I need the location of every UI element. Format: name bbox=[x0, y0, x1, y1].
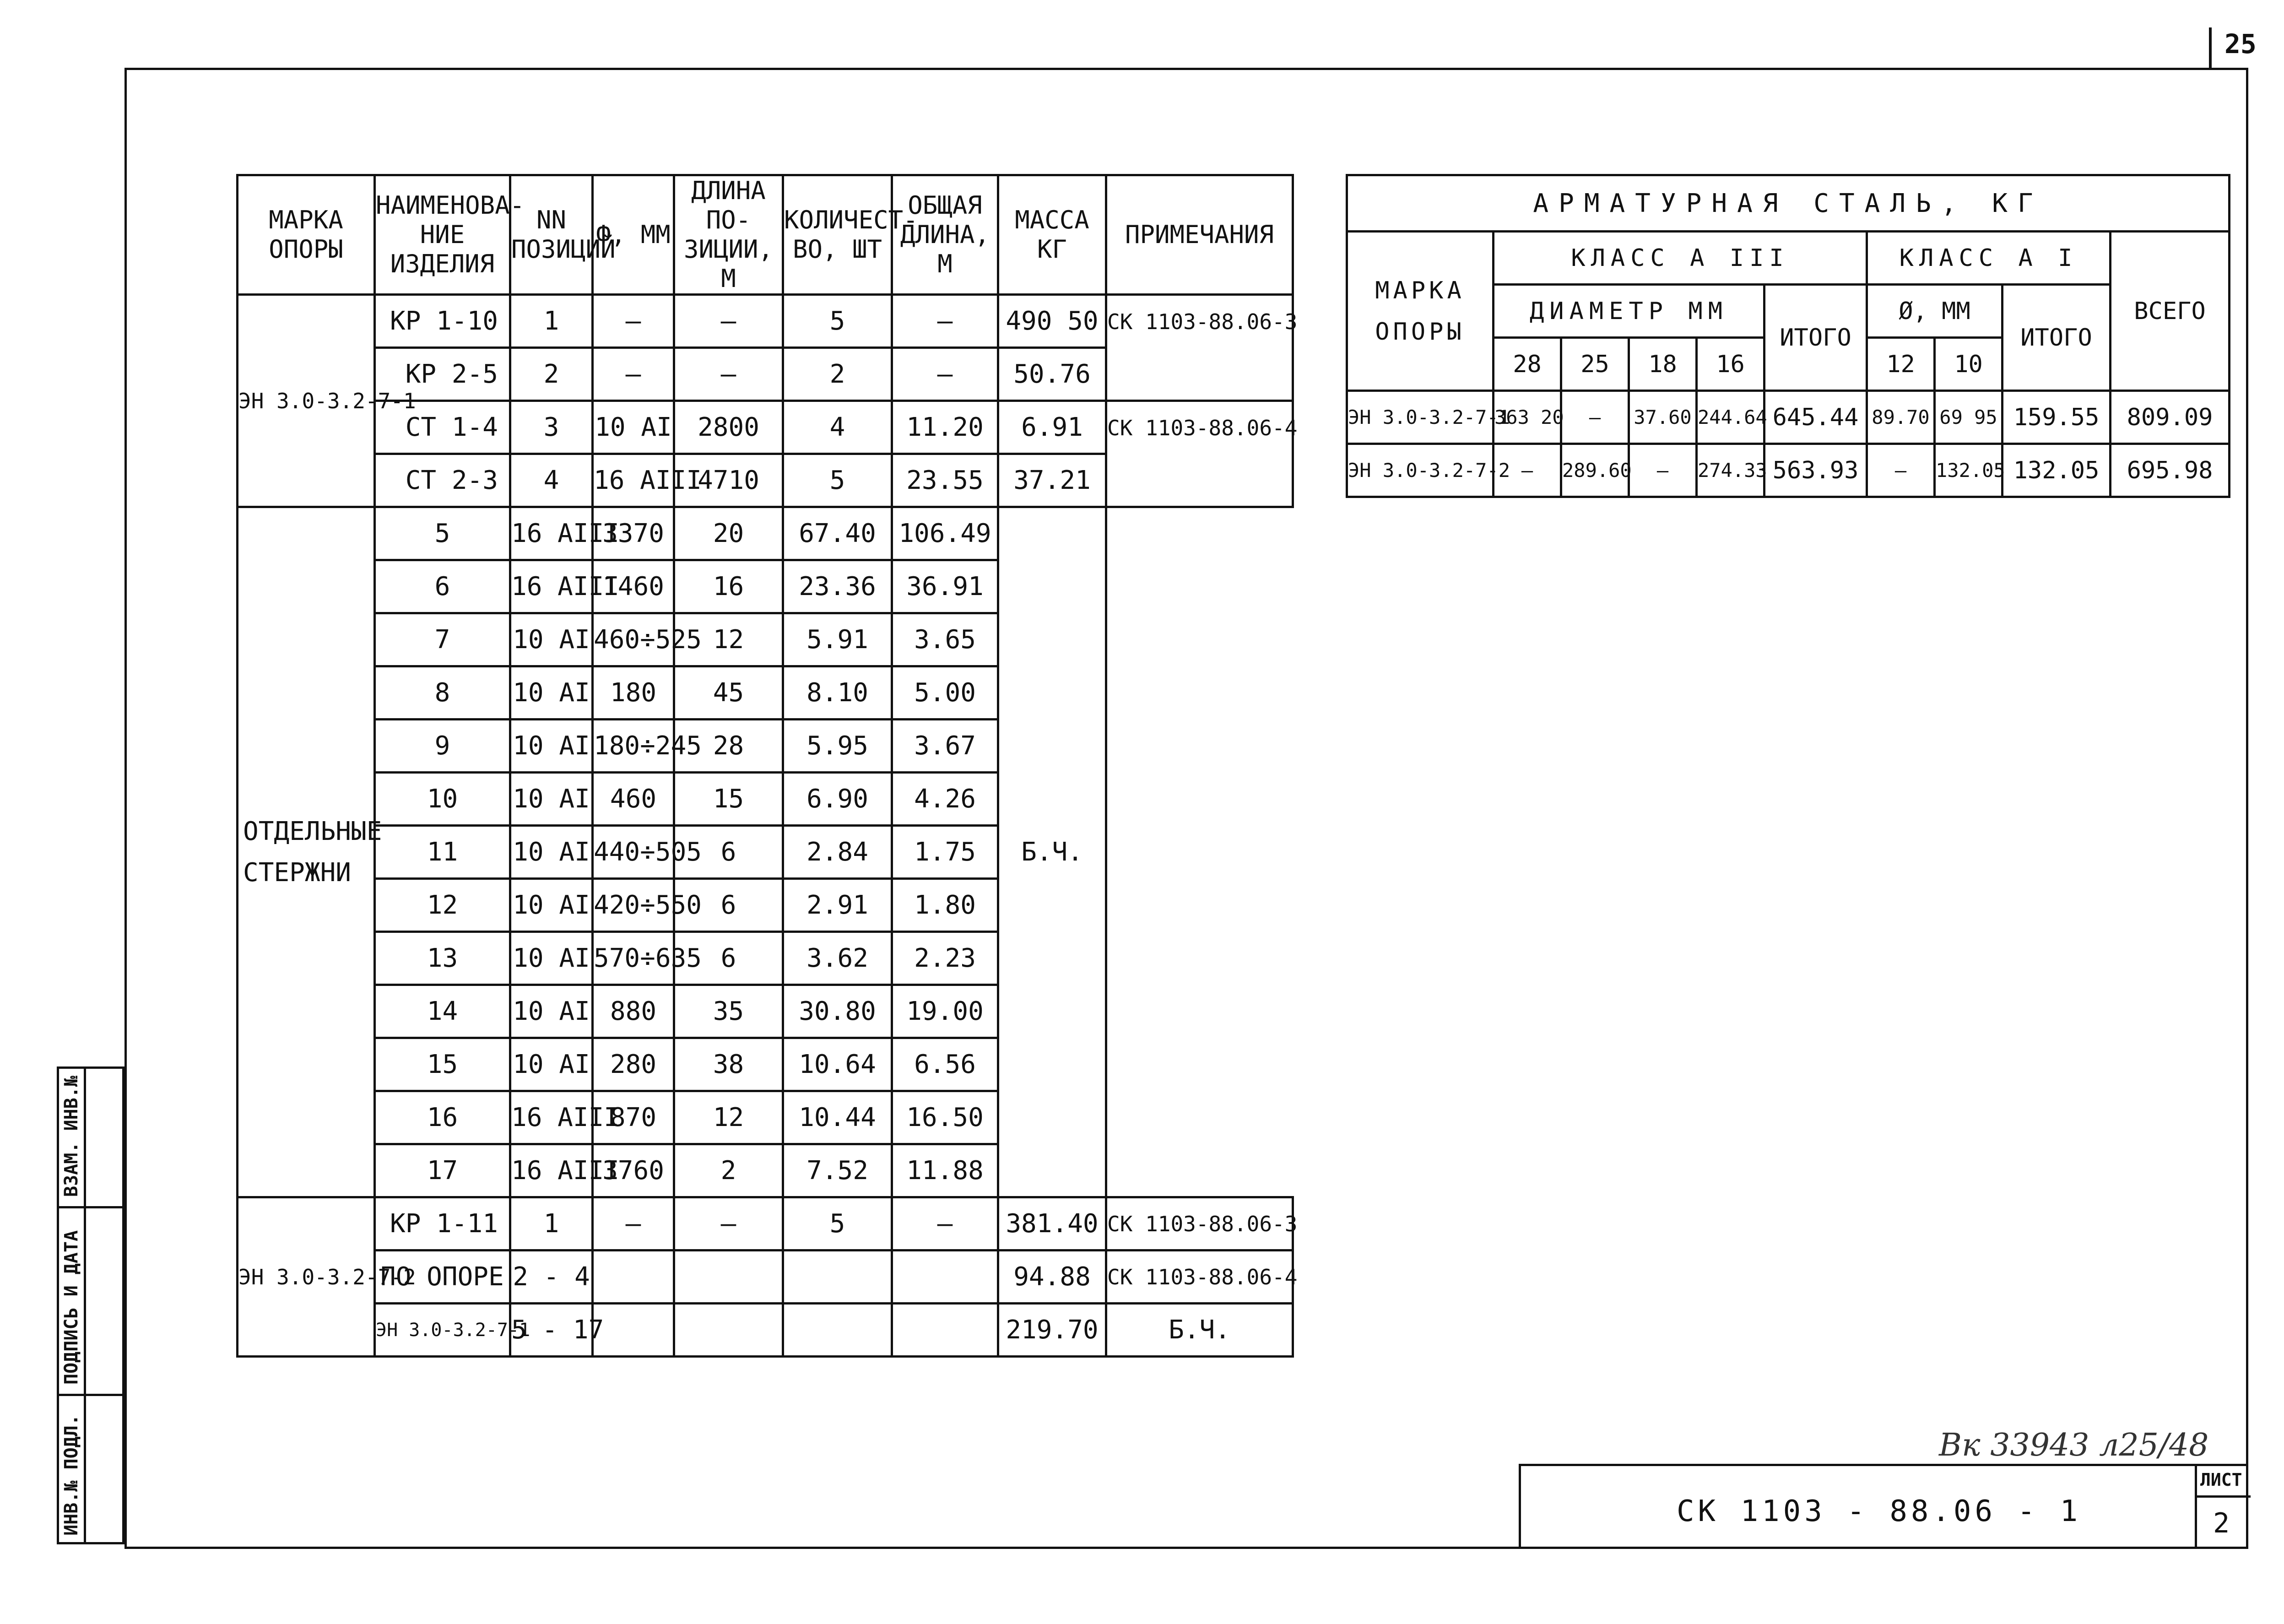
row-total: 30.80 bbox=[783, 985, 892, 1038]
summary-mark: ЭН 3.0-3.2-7-1 bbox=[1347, 391, 1494, 444]
summary-mark-header: МАРКА ОПОРЫ bbox=[1347, 232, 1494, 391]
summary-cell: 274.33 bbox=[1697, 444, 1764, 497]
total-header: ВСЕГО bbox=[2111, 232, 2230, 391]
row-mass: 219.70 bbox=[998, 1304, 1106, 1357]
row-dia: 10 АI bbox=[510, 1038, 593, 1091]
group1-mark: ЭН 3.0-3.2-7-1 bbox=[238, 295, 375, 507]
separate-rods-name: ОТДЕЛЬНЫЕ СТЕРЖНИ bbox=[238, 507, 375, 1197]
row-mass: 36.91 bbox=[892, 560, 998, 613]
title-block bbox=[1519, 1464, 2248, 1549]
row-len: 4710 bbox=[674, 454, 783, 507]
summary-cell: 89.70 bbox=[1867, 391, 1935, 444]
row-pos: 16 bbox=[375, 1091, 510, 1144]
row-total: — bbox=[892, 348, 998, 401]
row-qty: 2 bbox=[674, 1144, 783, 1197]
row-mass: 50.76 bbox=[998, 348, 1106, 401]
row-len: 870 bbox=[593, 1091, 674, 1144]
row-len: 570÷635 bbox=[593, 932, 674, 985]
row-total: 8.10 bbox=[783, 666, 892, 720]
header-pos: NN ПОЗИЦИЙ bbox=[510, 175, 593, 295]
row-mass: 381.40 bbox=[998, 1197, 1106, 1250]
sheet-number: 2 bbox=[2213, 1507, 2230, 1539]
row-qty bbox=[783, 1250, 892, 1304]
row-qty: 5 bbox=[783, 1197, 892, 1250]
row-mass: 1.75 bbox=[892, 826, 998, 879]
steel-summary-table bbox=[1346, 174, 2230, 498]
row-dia: — bbox=[593, 348, 674, 401]
row-pos: 10 bbox=[375, 773, 510, 826]
row-qty: 4 bbox=[783, 401, 892, 454]
row-pos: 13 bbox=[375, 932, 510, 985]
row-qty: 35 bbox=[674, 985, 783, 1038]
row-name: КР 1-11 bbox=[375, 1197, 510, 1250]
row-pos: 3 bbox=[510, 401, 593, 454]
table-row bbox=[238, 507, 1293, 560]
summary-cell: 809.09 bbox=[2111, 391, 2230, 444]
row-mass: 1.80 bbox=[892, 879, 998, 932]
sheet-divider bbox=[2195, 1495, 2251, 1498]
table-row bbox=[238, 613, 1293, 666]
table-row bbox=[238, 932, 1293, 985]
summary-cell: 289.60 bbox=[1561, 444, 1629, 497]
class-a3-header: КЛАСС А III bbox=[1494, 232, 1867, 285]
row-name: ПО ОПОРЕ bbox=[375, 1250, 510, 1304]
row-qty: 45 bbox=[674, 666, 783, 720]
table-row bbox=[238, 1304, 1293, 1357]
row-qty: 12 bbox=[674, 613, 783, 666]
summary-title: АРМАТУРНАЯ СТАЛЬ, КГ bbox=[1347, 175, 2230, 232]
summary-cell: — bbox=[1494, 444, 1561, 497]
row-total: 3.62 bbox=[783, 932, 892, 985]
diam-28: 28 bbox=[1494, 338, 1561, 391]
table-row bbox=[238, 295, 1293, 348]
row-qty: 5 bbox=[783, 295, 892, 348]
table-row bbox=[238, 1250, 1293, 1304]
summary-cell: 132.05 bbox=[1935, 444, 2003, 497]
row-mass: 490 50 bbox=[998, 295, 1106, 348]
header-name: НАИМЕНОВА-НИЕ ИЗДЕЛИЯ bbox=[375, 175, 510, 295]
row-len: 280 bbox=[593, 1038, 674, 1091]
diam-18: 18 bbox=[1629, 338, 1697, 391]
row-mass: 11.88 bbox=[892, 1144, 998, 1197]
row-len: 420÷550 bbox=[593, 879, 674, 932]
document-code: СК 1103 - 88.06 - 1 bbox=[1677, 1494, 2082, 1528]
diam-10: 10 bbox=[1935, 338, 2003, 391]
row-qty: 6 bbox=[674, 826, 783, 879]
table-row bbox=[238, 879, 1293, 932]
summary-cell: 69 95 bbox=[1935, 391, 2003, 444]
row-dia: 10 АI bbox=[510, 932, 593, 985]
row-pos: 12 bbox=[375, 879, 510, 932]
row-dia: 16 АIII bbox=[593, 454, 674, 507]
row-total: 7.52 bbox=[783, 1144, 892, 1197]
summary-cell: 363 20 bbox=[1494, 391, 1561, 444]
table-row bbox=[238, 985, 1293, 1038]
table-row bbox=[238, 1038, 1293, 1091]
row-pos: 2 - 4 bbox=[510, 1250, 593, 1304]
row-pos: 14 bbox=[375, 985, 510, 1038]
row-mass: 94.88 bbox=[998, 1250, 1106, 1304]
summary-cell: 159.55 bbox=[2003, 391, 2111, 444]
summary-cell: 132.05 bbox=[2003, 444, 2111, 497]
summary-row bbox=[1347, 444, 2230, 497]
row-note: СК 1103-88.06-4 bbox=[1106, 1250, 1293, 1304]
summary-cell: — bbox=[1629, 444, 1697, 497]
summary-cell: 244.64 bbox=[1697, 391, 1764, 444]
row-len bbox=[674, 1304, 783, 1357]
row-mass: 19.00 bbox=[892, 985, 998, 1038]
a3-itogo-header: ИТОГО bbox=[1764, 285, 1867, 391]
row-len: 3760 bbox=[593, 1144, 674, 1197]
row-qty: 16 bbox=[674, 560, 783, 613]
row-note: СК 1103-88.06-4 bbox=[1106, 401, 1293, 507]
row-len: 440÷505 bbox=[593, 826, 674, 879]
row-total: 6.90 bbox=[783, 773, 892, 826]
row-qty: 28 bbox=[674, 720, 783, 773]
table-row bbox=[238, 773, 1293, 826]
row-total: 11.20 bbox=[892, 401, 998, 454]
header-total: ОБЩАЯ ДЛИНА, М bbox=[892, 175, 998, 295]
row-name: КР 2-5 bbox=[375, 348, 510, 401]
summary-row bbox=[1347, 391, 2230, 444]
row-len: — bbox=[674, 1197, 783, 1250]
row-pos: 17 bbox=[375, 1144, 510, 1197]
group2-mark: ЭН 3.0-3.2-7-2 bbox=[238, 1197, 375, 1357]
row-dia: 16 АIII bbox=[510, 1091, 593, 1144]
table-row bbox=[238, 1091, 1293, 1144]
row-dia: — bbox=[593, 1197, 674, 1250]
row-pos: 1 bbox=[510, 295, 593, 348]
class-a1-header: КЛАСС А I bbox=[1867, 232, 2111, 285]
row-dia: 10 АI bbox=[510, 879, 593, 932]
row-dia: 16 АIII bbox=[510, 560, 593, 613]
row-qty: 38 bbox=[674, 1038, 783, 1091]
summary-cell: — bbox=[1561, 391, 1629, 444]
row-len: 460÷525 bbox=[593, 613, 674, 666]
margin-label-vzam: ВЗАМ. ИНВ.№ bbox=[61, 1076, 82, 1197]
row-total: 67.40 bbox=[783, 507, 892, 560]
row-mass: 6.56 bbox=[892, 1038, 998, 1091]
row-pos: 5 bbox=[375, 507, 510, 560]
row-pos: 7 bbox=[375, 613, 510, 666]
diam-12: 12 bbox=[1867, 338, 1935, 391]
row-note: СК 1103-88.06-3 bbox=[1106, 295, 1293, 401]
row-total: 2.91 bbox=[783, 879, 892, 932]
diam-25: 25 bbox=[1561, 338, 1629, 391]
margin-divider bbox=[84, 1069, 86, 1542]
row-len: 880 bbox=[593, 985, 674, 1038]
header-dia: Ф, ММ bbox=[593, 175, 674, 295]
header-note: ПРИМЕЧАНИЯ bbox=[1106, 175, 1293, 295]
summary-cell: 563.93 bbox=[1764, 444, 1867, 497]
header-mark: МАРКА ОПОРЫ bbox=[238, 175, 375, 295]
row-total bbox=[892, 1304, 998, 1357]
row-name: КР 1-10 bbox=[375, 295, 510, 348]
row-qty: 2 bbox=[783, 348, 892, 401]
margin-label-inv: ИНВ.№ ПОДЛ. bbox=[61, 1414, 82, 1536]
row-total bbox=[892, 1250, 998, 1304]
row-pos: 5 - 17 bbox=[510, 1304, 593, 1357]
row-qty: 6 bbox=[674, 879, 783, 932]
row-pos: 11 bbox=[375, 826, 510, 879]
row-pos: 4 bbox=[510, 454, 593, 507]
summary-cell: — bbox=[1867, 444, 1935, 497]
handwritten-note: Вк 33943 л25/48 bbox=[1939, 1427, 2209, 1463]
row-len: — bbox=[674, 348, 783, 401]
summary-cell: 645.44 bbox=[1764, 391, 1867, 444]
row-total: 10.64 bbox=[783, 1038, 892, 1091]
sheet-divider bbox=[2195, 1466, 2197, 1547]
row-dia bbox=[593, 1304, 674, 1357]
row-len: 180÷245 bbox=[593, 720, 674, 773]
page-number: 25 bbox=[2224, 28, 2257, 60]
row-pos: 8 bbox=[375, 666, 510, 720]
margin-stamp bbox=[57, 1066, 124, 1544]
row-dia: 10 АI bbox=[510, 666, 593, 720]
row-total: 23.55 bbox=[892, 454, 998, 507]
diameter-header: ДИАМЕТР ММ bbox=[1494, 285, 1764, 338]
row-dia: 16 АIII bbox=[510, 1144, 593, 1197]
a1-itogo-header: ИТОГО bbox=[2003, 285, 2111, 391]
row-total: — bbox=[892, 1197, 998, 1250]
row-qty: 15 bbox=[674, 773, 783, 826]
row-name: СТ 1-4 bbox=[375, 401, 510, 454]
row-len: 1460 bbox=[593, 560, 674, 613]
row-qty: 5 bbox=[783, 454, 892, 507]
row-dia: 10 АI bbox=[510, 826, 593, 879]
row-len: 3370 bbox=[593, 507, 674, 560]
row-len bbox=[674, 1250, 783, 1304]
header-row bbox=[238, 175, 1293, 295]
margin-row-line bbox=[59, 1206, 122, 1208]
summary-cell: 37.60 bbox=[1629, 391, 1697, 444]
row-name: ЭН 3.0-3.2-7-1 bbox=[375, 1304, 510, 1357]
diam-16: 16 bbox=[1697, 338, 1764, 391]
row-total: — bbox=[892, 295, 998, 348]
row-mass: 3.65 bbox=[892, 613, 998, 666]
row-len: 2800 bbox=[674, 401, 783, 454]
row-pos: 6 bbox=[375, 560, 510, 613]
row-total: 10.44 bbox=[783, 1091, 892, 1144]
row-note: Б.Ч. bbox=[1106, 1304, 1293, 1357]
row-qty bbox=[783, 1304, 892, 1357]
header-len: ДЛИНА ПО-ЗИЦИИ, М bbox=[674, 175, 783, 295]
row-len: 180 bbox=[593, 666, 674, 720]
row-pos: 1 bbox=[510, 1197, 593, 1250]
table-row bbox=[238, 720, 1293, 773]
row-mass: 2.23 bbox=[892, 932, 998, 985]
specification-table bbox=[236, 174, 1298, 1358]
margin-row-line bbox=[59, 1394, 122, 1396]
row-total: 5.91 bbox=[783, 613, 892, 666]
row-total: 5.95 bbox=[783, 720, 892, 773]
row-qty: 20 bbox=[674, 507, 783, 560]
row-dia: 10 АI bbox=[593, 401, 674, 454]
row-mass: 16.50 bbox=[892, 1091, 998, 1144]
row-dia: 10 АI bbox=[510, 985, 593, 1038]
header-qty: КОЛИЧЕСТ-ВО, ШТ bbox=[783, 175, 892, 295]
table-row bbox=[238, 666, 1293, 720]
row-total: 2.84 bbox=[783, 826, 892, 879]
summary-cell: 695.98 bbox=[2111, 444, 2230, 497]
row-note: СК 1103-88.06-3 bbox=[1106, 1197, 1293, 1250]
row-pos: 2 bbox=[510, 348, 593, 401]
row-dia: — bbox=[593, 295, 674, 348]
table-row bbox=[238, 1197, 1293, 1250]
row-qty: 12 bbox=[674, 1091, 783, 1144]
row-mass: 4.26 bbox=[892, 773, 998, 826]
row-dia bbox=[593, 1250, 674, 1304]
row-mass: 37.21 bbox=[998, 454, 1106, 507]
row-dia: 16 АIII bbox=[510, 507, 593, 560]
row-dia: 10 АI bbox=[510, 720, 593, 773]
row-qty: 6 bbox=[674, 932, 783, 985]
phi-header: Ø, ММ bbox=[1867, 285, 2003, 338]
sheet-label: ЛИСТ bbox=[2200, 1470, 2242, 1490]
row-dia: 10 АI bbox=[510, 773, 593, 826]
row-name: СТ 2-3 bbox=[375, 454, 510, 507]
separate-rods-note: Б.Ч. bbox=[998, 507, 1106, 1197]
row-mass: 5.00 bbox=[892, 666, 998, 720]
row-pos: 15 bbox=[375, 1038, 510, 1091]
row-mass: 3.67 bbox=[892, 720, 998, 773]
row-mass: 106.49 bbox=[892, 507, 998, 560]
row-pos: 9 bbox=[375, 720, 510, 773]
row-dia: 10 АI bbox=[510, 613, 593, 666]
row-len: — bbox=[674, 295, 783, 348]
header-mass: МАССА КГ bbox=[998, 175, 1106, 295]
page-number-bar bbox=[2209, 27, 2212, 69]
margin-label-sign: ПОДПИСЬ И ДАТА bbox=[61, 1230, 82, 1385]
summary-mark: ЭН 3.0-3.2-7-2 bbox=[1347, 444, 1494, 497]
table-row bbox=[238, 826, 1293, 879]
row-mass: 6.91 bbox=[998, 401, 1106, 454]
table-row bbox=[238, 1144, 1293, 1197]
row-len: 460 bbox=[593, 773, 674, 826]
row-total: 23.36 bbox=[783, 560, 892, 613]
table-row bbox=[238, 560, 1293, 613]
